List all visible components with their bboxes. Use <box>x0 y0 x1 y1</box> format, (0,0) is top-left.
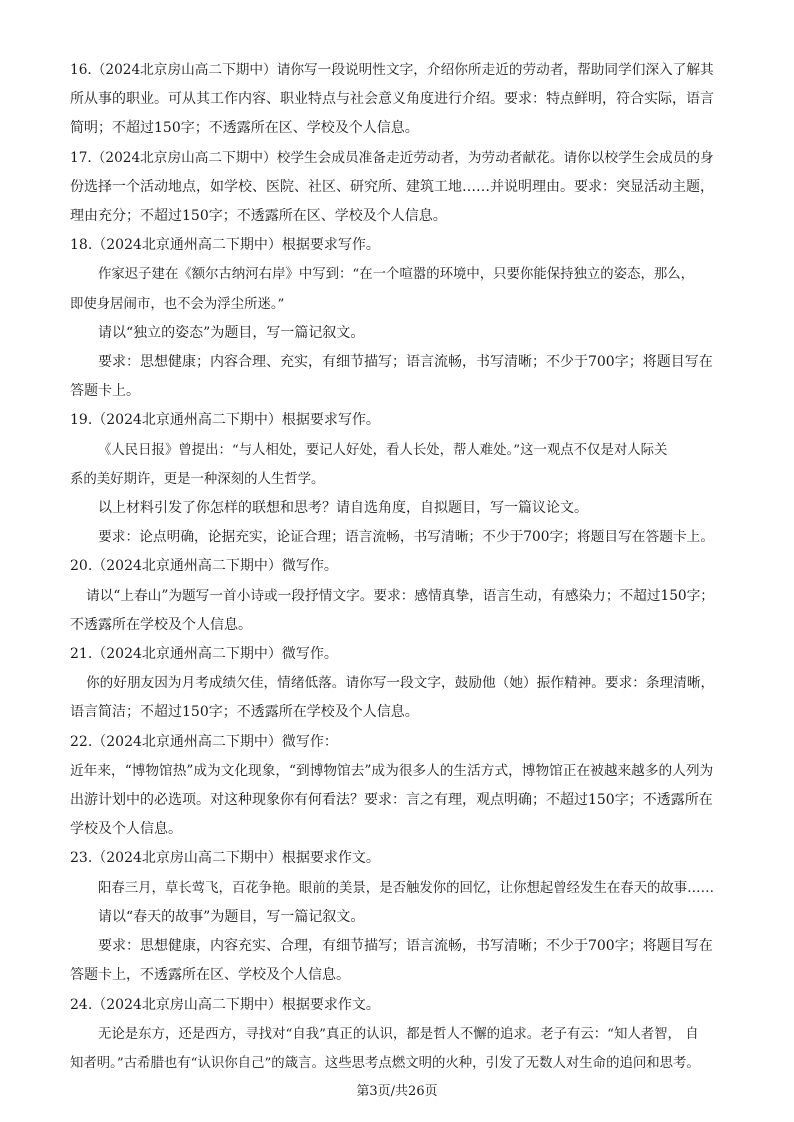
quote-line: 阳春三月，草长莺飞，百花争艳。眼前的美景，是否触发你的回忆，让你想起曾经发生在春天的故事…… <box>98 880 714 896</box>
prompt-line: 出游计划中的必选项。对这种现象你有何看法？要求：言之有理，观点明确；不超过150字；不透露所在 <box>70 792 713 809</box>
prompt-line: 请以“上春山”为题写一首小诗或一段抒情文字。要求：感情真挚，语言生动，有感染力；不超过150字； <box>86 587 714 604</box>
question-line: 简明；不超过150字；不透露所在区、学校及个人信息。 <box>70 120 419 137</box>
prompt-line: 学校及个人信息。 <box>70 821 182 838</box>
question-line: 份选择一个活动地点，如学校、医院、社区、研究所、建筑工地……并说明理由。要求：突显活动主题， <box>70 178 714 195</box>
question-16 <box>70 56 724 144</box>
question-line: 16.（2024北京房山高二下期中）请你写一段说明性文字，介绍你所走近的劳动者，帮助同学们深入了解其 <box>70 62 714 78</box>
requirement-line: 要求：思想健康；内容合理、充实，有细节描写；语言流畅，书写清晰；不少于700字；将题目写在 <box>98 354 713 371</box>
question-24 <box>70 991 724 1079</box>
prompt-line: 请以“独立的姿态”为题目，写一篇记叙文。 <box>98 324 365 341</box>
quote-line: 知者明。”古希腊也有“认识你自己”的箴言。这些思考点燃文明的火种，引发了无数人对生命的追问和思考。 <box>70 1055 700 1071</box>
prompt-line: 以上材料引发了你怎样的联想和思考？请自选角度，自拟题目，写一篇议论文。 <box>98 500 588 517</box>
question-line: 理由充分；不超过150字；不透露所在区、学校及个人信息。 <box>70 208 447 225</box>
question-22 <box>70 728 724 845</box>
question-19 <box>70 406 724 552</box>
quote-line: 无论是东方，还是西方，寻找对“自我”真正的认识，都是哲人不懈的追求。老子有云：“知人者智， 自 <box>98 1026 699 1042</box>
requirement-line: 要求：论点明确，论据充实，论证合理；语言流畅，书写清晰；不少于700字；将题目写在答题卡上。 <box>98 529 715 546</box>
prompt-line: 语言简洁；不超过150字；不透露所在学校及个人信息。 <box>70 704 419 721</box>
prompt-line: 近年来，“博物馆热”成为文化现象，“到博物馆去”成为很多人的生活方式，博物馆正在被越来越多的人列为 <box>70 762 714 779</box>
prompt-line: 不透露所在学校及个人信息。 <box>70 616 252 633</box>
quote-line: 即使身居闹市，也不会为浮尘所迷。” <box>70 296 285 312</box>
question-23 <box>70 844 724 990</box>
question-line: 所从事的职业。可从其工作内容、职业特点与社会意义角度进行介绍。要求：特点鲜明，符合实际，语言 <box>70 91 714 108</box>
question-line: 17.（2024北京房山高二下期中）校学生会成员准备走近劳动者，为劳动者献花。请你以校学生会成员的身 <box>70 149 714 166</box>
question-line: 24.（2024北京房山高二下期中）根据要求作文。 <box>70 996 380 1013</box>
page-number: 第3页/共26页 <box>356 1084 438 1099</box>
question-line: 18.（2024北京通州高二下期中）根据要求写作。 <box>70 237 380 254</box>
question-list <box>70 56 724 1078</box>
requirement-line: 答题卡上。 <box>70 383 140 400</box>
question-line: 20.（2024北京通州高二下期中）微写作。 <box>70 558 338 575</box>
quote-line: 《人民日报》曾提出：“与人相处，要记人好处，看人长处，帮人难处。”这一观点不仅是对人际关 <box>98 442 668 458</box>
quote-line: 系的美好期许，更是一种深刻的人生哲学。 <box>70 471 325 487</box>
question-18 <box>70 231 724 406</box>
question-17 <box>70 144 724 232</box>
question-line: 23.（2024北京房山高二下期中）根据要求作文。 <box>70 850 380 867</box>
prompt-line: 你的好朋友因为月考成绩欠佳，情绪低落。请你写一段文字，鼓励他（她）振作精神。要求：条理清晰， <box>86 675 715 692</box>
requirement-line: 答题卡上，不透露所在区、学校及个人信息。 <box>70 967 350 984</box>
quote-line: 作家迟子建在《额尔古纳河右岸》中写到：“在一个喧嚣的环境中，只要你能保持独立的姿态，那么， <box>98 267 695 283</box>
question-20 <box>70 552 724 640</box>
question-line: 21.（2024北京通州高二下期中）微写作。 <box>70 646 338 663</box>
requirement-line: 要求：思想健康，内容充实、合理，有细节描写；语言流畅，书写清晰；不少于700字；将题目写在 <box>98 938 713 955</box>
question-21 <box>70 640 724 728</box>
question-line: 19.（2024北京通州高二下期中）根据要求写作。 <box>70 412 380 429</box>
prompt-line: 请以“春天的故事”为题目，写一篇记叙文。 <box>98 908 365 925</box>
question-line: 22.（2024北京通州高二下期中）微写作： <box>70 733 338 750</box>
